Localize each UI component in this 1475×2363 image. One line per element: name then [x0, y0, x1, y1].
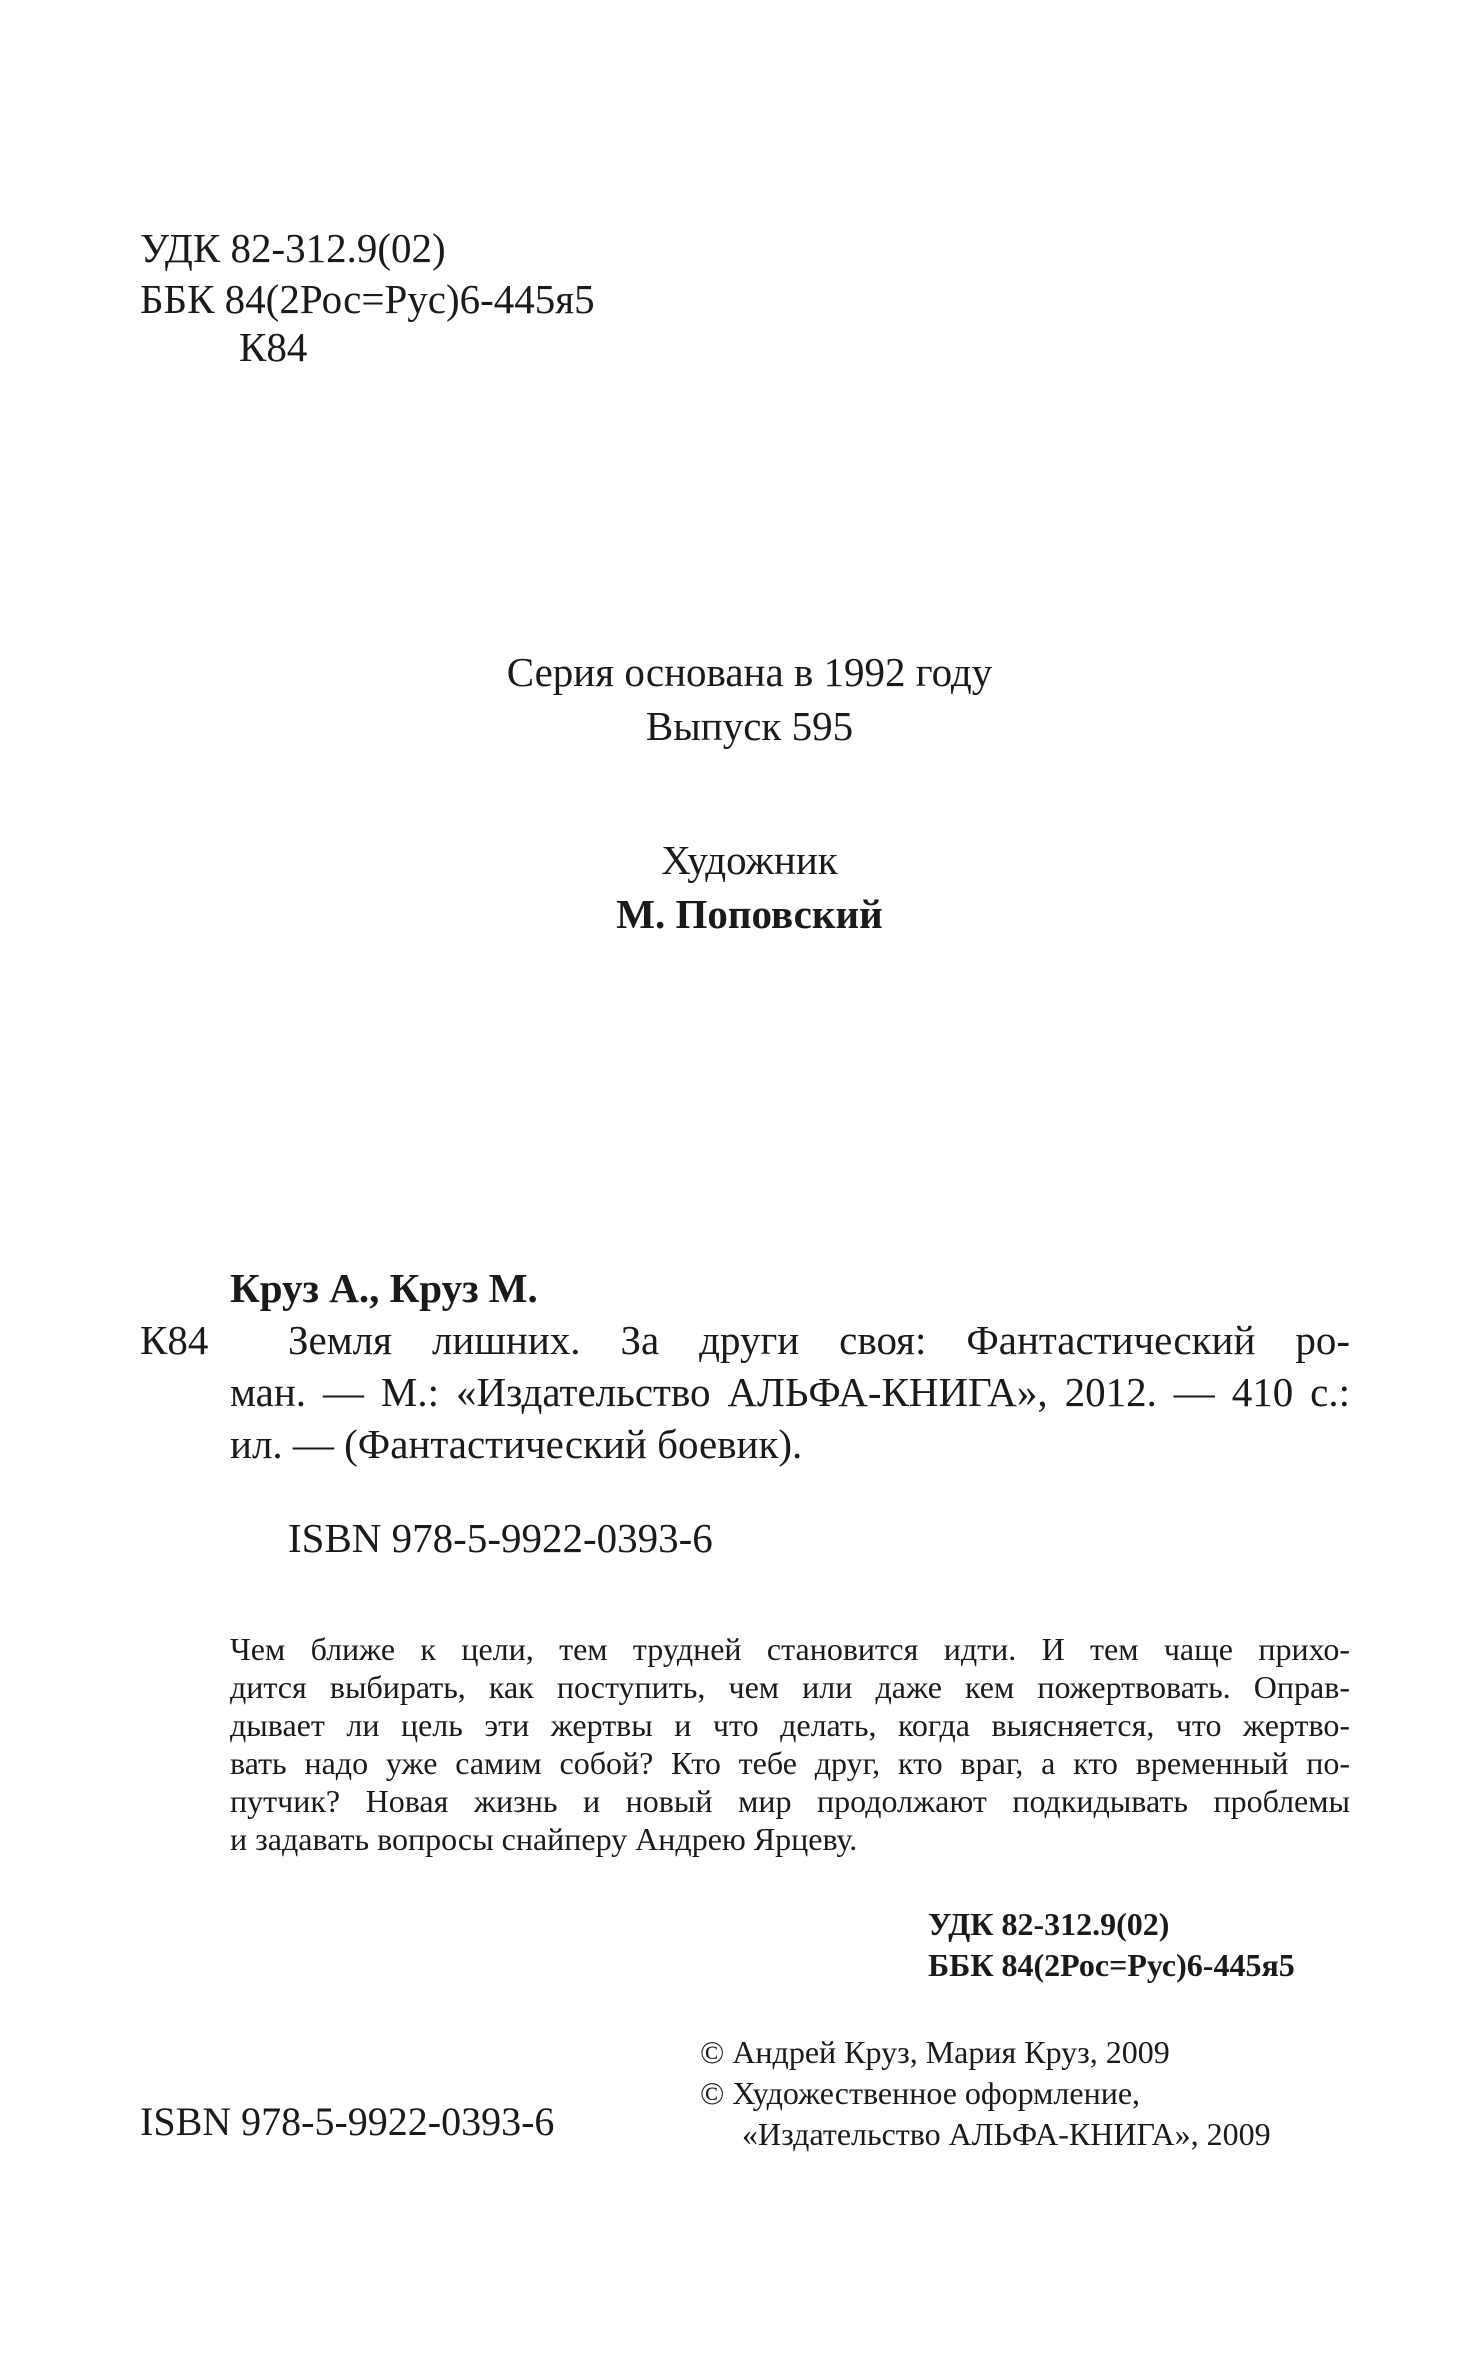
record-authors: Круз А., Круз М. [230, 1265, 538, 1311]
bbk-code-top: ББК 84(2Рос=Рус)6-445я5 [140, 276, 595, 322]
annotation-line-4: вать надо уже самим собой? Кто тебе друг, кто враг, а кто временный по- [230, 1745, 1350, 1781]
annotation-line-1: Чем ближе к цели, тем трудней становится идти. И тем чаще прихо- [230, 1631, 1350, 1667]
isbn-bottom: ISBN 978-5-9922-0393-6 [140, 2099, 555, 2144]
annotation-line-5: путчик? Новая жизнь и новый мир продолжают подкидывать проблемы [230, 1783, 1350, 1819]
record-line-3: ил. — (Фантастический боевик). [230, 1421, 803, 1467]
udk-code-top: УДК 82-312.9(02) [140, 225, 446, 271]
issue-number-text: Выпуск 595 [645, 703, 854, 749]
record-line-2: ман. — М.: «Издательство АЛЬФА-КНИГА», 2012. — 410 с.: [230, 1369, 1350, 1415]
udk-code-bottom: УДК 82-312.9(02) [928, 1906, 1170, 1942]
record-isbn: ISBN 978-5-9922-0393-6 [288, 1515, 713, 1561]
copyright-authors: © Андрей Круз, Мария Круз, 2009 [700, 2034, 1170, 2070]
copyright-publisher: «Издательство АЛЬФА-КНИГА», 2009 [742, 2116, 1271, 2152]
series-founded-text: Серия основана в 1992 году [506, 649, 993, 695]
author-mark-top: К84 [239, 324, 308, 370]
record-line-1: Земля лишних. За други своя: Фантастический ро- [288, 1317, 1350, 1363]
artist-name: М. Поповский [616, 891, 883, 937]
annotation-line-2: дится выбирать, как поступить, чем или даже кем пожертвовать. Оправ- [230, 1669, 1350, 1705]
annotation-line-3: дывает ли цель эти жертвы и что делать, когда выясняется, что жертво- [230, 1707, 1350, 1743]
bbk-code-bottom: ББК 84(2Рос=Рус)6-445я5 [928, 1947, 1295, 1983]
copyright-design: © Художественное оформление, [700, 2075, 1141, 2111]
annotation-line-6: и задавать вопросы снайперу Андрею Ярцеву. [230, 1821, 858, 1857]
record-author-mark: К84 [140, 1317, 209, 1363]
artist-label: Художник [661, 837, 838, 883]
